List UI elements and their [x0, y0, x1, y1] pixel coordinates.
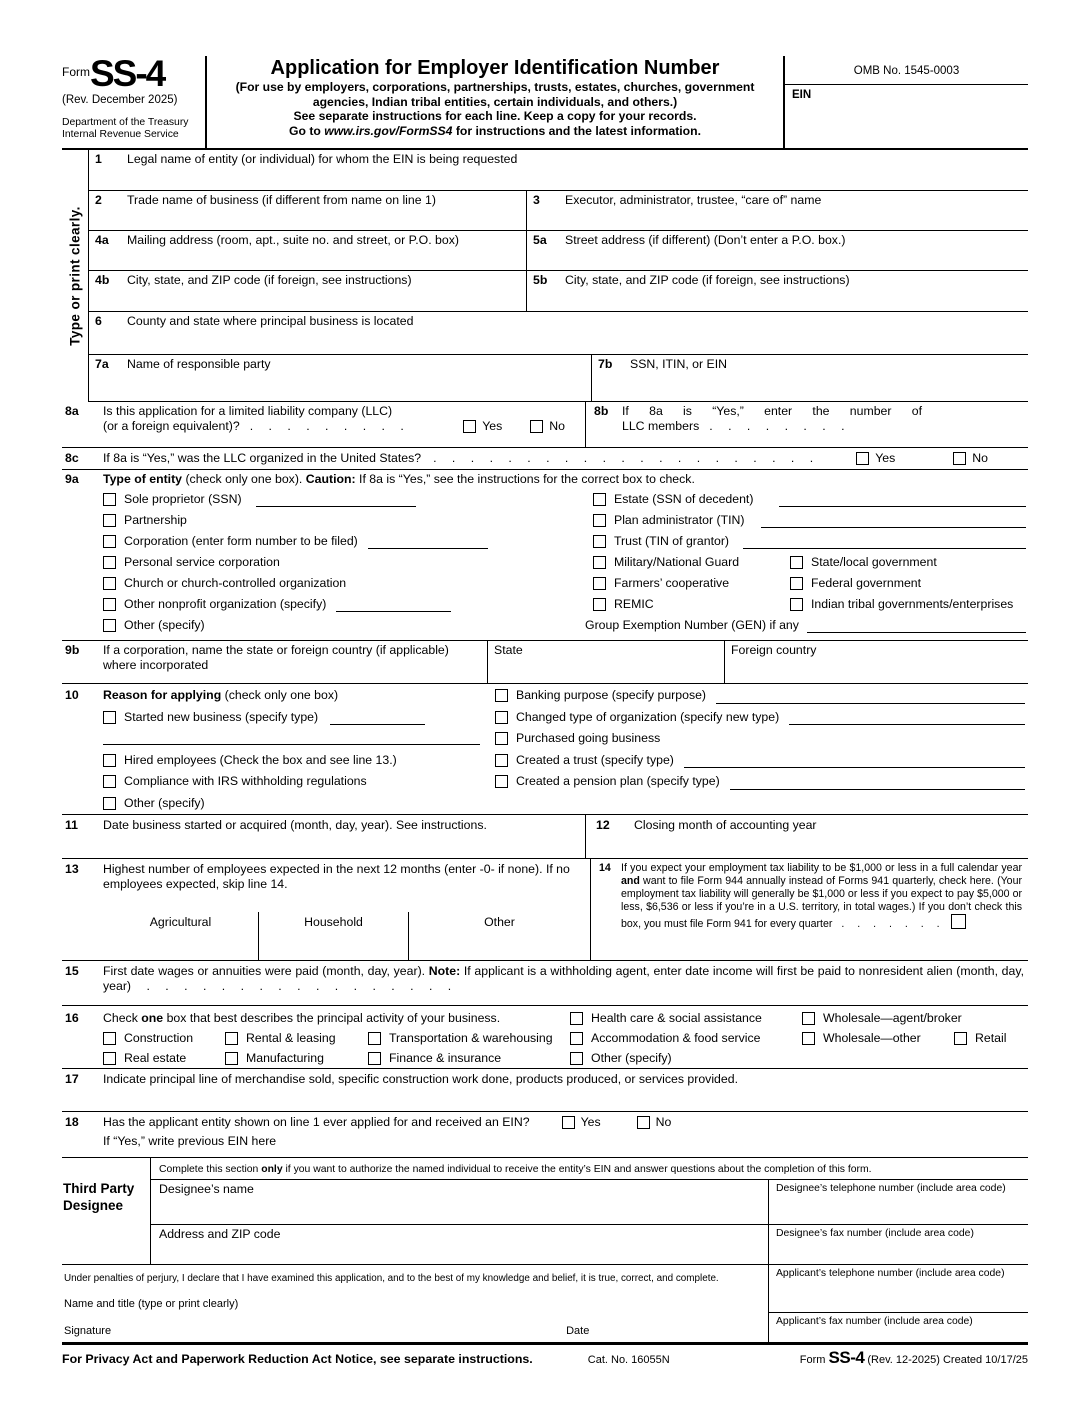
- line-2-label: Trade name of business (if different from name on line 1): [127, 193, 436, 207]
- form-word: Form: [62, 65, 90, 79]
- line-14-number: 14: [599, 862, 611, 874]
- household-entry[interactable]: [258, 912, 408, 960]
- construction-label: Construction: [124, 1030, 194, 1045]
- page-title: Application for Employer Identification Number: [270, 57, 720, 79]
- checkbox-18-yes[interactable]: [562, 1116, 575, 1129]
- state-label: State: [494, 643, 523, 657]
- caution-rest: If 8a is “Yes,” see the instructions for the correct box to check.: [355, 472, 695, 486]
- footer-form-number: SS-4: [828, 1348, 865, 1367]
- checkbox-rental-leasing[interactable]: [225, 1032, 238, 1045]
- finance-insurance-label: Finance & insurance: [389, 1050, 502, 1065]
- line-5b-label: City, state, and ZIP code (if foreign, see instructions): [565, 273, 850, 287]
- trust-label: Trust (TIN of grantor): [614, 534, 730, 548]
- military-national-guard-label: Military/National Guard: [614, 555, 740, 569]
- other-entity-label: Other (specify): [124, 618, 205, 632]
- checkbox-wholesale-other[interactable]: [802, 1032, 815, 1045]
- line-11-number: 11: [65, 818, 78, 832]
- line-8a-label2: (or a foreign equivalent)?: [103, 419, 240, 433]
- remic-label: REMIC: [614, 597, 654, 611]
- line-4b-number: 4b: [95, 273, 110, 287]
- checkbox-compliance-irs[interactable]: [103, 775, 116, 788]
- line-13-cell: [62, 859, 590, 960]
- checkbox-transportation-warehousing[interactable]: [368, 1032, 381, 1045]
- checkbox-military-national-guard[interactable]: [593, 556, 606, 569]
- signature-label: Signature: [64, 1325, 112, 1337]
- line-15-number: 15: [65, 964, 79, 978]
- fill-line-banking-purpose[interactable]: [716, 691, 1025, 704]
- applicant-fax-entry[interactable]: [769, 1313, 1028, 1342]
- line-5b-entry[interactable]: [526, 271, 1028, 311]
- other-activity-label: Other (specify): [591, 1050, 672, 1065]
- fill-line-sole-proprietor-ssn[interactable]: [256, 494, 416, 507]
- line-1-label: Legal name of entity (or individual) for whom the EIN is being requested: [127, 152, 518, 166]
- date-entry[interactable]: [566, 1324, 589, 1339]
- transportation-warehousing-label: Transportation & warehousing: [389, 1030, 553, 1045]
- leader-dots: . . . . . . . . .: [249, 419, 410, 433]
- line-4b-entry[interactable]: [89, 271, 526, 311]
- designee-name-label: Designee’s name: [159, 1182, 254, 1196]
- privacy-act-notice: For Privacy Act and Paperwork Reduction Act Notice, see separate instructions.: [62, 1352, 533, 1366]
- line-8a-yes-label: Yes: [482, 419, 503, 433]
- upper-section: [62, 150, 1028, 402]
- line-4b-label: City, state, and ZIP code (if foreign, see instructions): [127, 273, 412, 287]
- fill-line-plan-administrator-tin[interactable]: [761, 515, 1026, 528]
- checkbox-purchased-going-business[interactable]: [495, 732, 508, 745]
- checkbox-estate[interactable]: [593, 493, 606, 506]
- checkbox-18-no[interactable]: [637, 1116, 650, 1129]
- line-11-label: Date business started or acquired (month, day, year). See instructions.: [103, 818, 487, 832]
- line-15-t1: First date wages or annuities were paid (month, day, year).: [103, 964, 429, 978]
- other-employees-label: Other: [484, 915, 515, 929]
- line-2-number: 2: [95, 193, 102, 207]
- line-11-12-row: [62, 815, 1028, 859]
- line-8a-8b-row: [62, 402, 1028, 448]
- signature-section: [62, 1265, 1028, 1345]
- retail-label: Retail: [975, 1030, 1007, 1045]
- line-7a-7b-row: [89, 355, 1028, 402]
- designee-fax-label: Designee’s fax number (include area code): [776, 1228, 974, 1239]
- checkbox-8a-yes[interactable]: [463, 420, 476, 433]
- line-5b-number: 5b: [533, 273, 548, 287]
- form-revision: (Rev. December 2025): [62, 94, 178, 106]
- line-8c-yes-label: Yes: [875, 451, 896, 465]
- line-14-t2: want to file Form 944 annually instead of Forms 941 quarterly, check here. (Your employment tax liability will generally be $1,000 or less if you expect to pay $5,000 or less, $6,536 or less if you’re in a U.S. territory, in total wages.) If you don’t check this box, you must file Form 941 for every quarter: [621, 875, 1022, 931]
- line-16-one-bold: one: [141, 1010, 164, 1025]
- type-or-print-label: Type or print clearly.: [67, 206, 83, 346]
- omb-ein-block: [785, 56, 1028, 148]
- line-9a-heading: [103, 472, 695, 487]
- sole-proprietor-label: Sole proprietor (SSN): [124, 492, 242, 506]
- line-8c-row: [62, 448, 1028, 470]
- line-6-entry[interactable]: [89, 312, 1028, 354]
- line-15-row: [62, 961, 1028, 1006]
- health-care-label: Health care & social assistance: [591, 1010, 762, 1025]
- line-17-row[interactable]: [62, 1069, 1028, 1112]
- employee-columns: [103, 912, 590, 960]
- line-16-number: 16: [65, 1010, 79, 1025]
- checkbox-plan-administrator[interactable]: [593, 514, 606, 527]
- date-label: Date: [566, 1325, 590, 1337]
- hired-employees-label: Hired employees (Check the box and see line 13.): [124, 752, 397, 767]
- line-12-number: 12: [596, 818, 610, 832]
- checkbox-corporation[interactable]: [103, 535, 116, 548]
- reason-bold: Reason for applying: [103, 688, 222, 703]
- third-party-designee-heading: Third Party Designee: [63, 1181, 135, 1213]
- partnership-label: Partnership: [124, 513, 187, 527]
- compliance-irs-label: Compliance with IRS withholding regulations: [124, 774, 367, 789]
- line-7a-label: Name of responsible party: [127, 357, 271, 371]
- applicant-phone-entry[interactable]: [769, 1265, 1028, 1313]
- line-3-entry[interactable]: [526, 191, 1028, 230]
- line-8a-cell: [62, 402, 585, 447]
- checkbox-8a-no[interactable]: [530, 420, 543, 433]
- line-8a-number: 8a: [65, 404, 79, 418]
- goto-text-rest: for instructions and the latest information.: [452, 123, 701, 138]
- leader-dots: . . . . . . . . . . . . . . . . .: [146, 979, 458, 993]
- catalog-number: Cat. No. 16055N: [587, 1354, 670, 1366]
- plan-administrator-label: Plan administrator (TIN): [614, 513, 745, 527]
- household-label: Household: [304, 915, 363, 929]
- line-9b-label: If a corporation, name the state or foreign country (if applicable) where incorporated: [103, 643, 449, 672]
- form-header: [62, 53, 1028, 150]
- applicant-phone-label: Applicant’s telephone number (include area code): [776, 1268, 1005, 1279]
- checkbox-banking-purpose[interactable]: [495, 689, 508, 702]
- checkbox-indian-tribal[interactable]: [790, 598, 803, 611]
- footer-form-word: Form: [799, 1354, 826, 1366]
- fill-line-other-nonprofit[interactable]: [336, 599, 451, 612]
- checkbox-federal-government[interactable]: [790, 577, 803, 590]
- type-or-print-note: [62, 150, 88, 402]
- checkbox-trust[interactable]: [593, 535, 606, 548]
- checkbox-other-reason[interactable]: [103, 797, 116, 810]
- leader-dots: . . . . . . .: [841, 918, 945, 931]
- line-9a-number: 9a: [65, 472, 79, 486]
- fill-line-corporation-form[interactable]: [368, 536, 488, 549]
- name-title-entry[interactable]: [64, 1297, 760, 1312]
- fill-line-changed-type[interactable]: [789, 712, 1025, 725]
- checkbox-farmers-cooperative[interactable]: [593, 577, 606, 590]
- line-8a-label: Is this application for a limited liability company (LLC): [103, 404, 393, 418]
- checkbox-health-care[interactable]: [570, 1012, 583, 1025]
- checkbox-created-pension-plan[interactable]: [495, 775, 508, 788]
- leader-dots: . . . . . . . .: [709, 419, 851, 433]
- line-7b-number: 7b: [598, 357, 613, 371]
- designee-phone-entry[interactable]: [768, 1180, 1028, 1224]
- checkbox-church[interactable]: [103, 577, 116, 590]
- line-7a-entry[interactable]: [89, 355, 591, 401]
- line-8b-number: 8b: [594, 404, 609, 418]
- purchased-going-business-label: Purchased going business: [516, 731, 661, 746]
- changed-type-label: Changed type of organization (specify new type): [516, 709, 780, 724]
- previous-ein-entry[interactable]: [62, 1134, 1028, 1149]
- ein-label: EIN: [792, 89, 812, 101]
- checkbox-real-estate[interactable]: [103, 1052, 116, 1065]
- line-9b-number: 9b: [65, 643, 80, 657]
- line-8b-label: If 8a is “Yes,” enter the number of: [622, 404, 922, 418]
- irs-url: www.irs.gov/FormSS4: [324, 123, 453, 138]
- federal-government-label: Federal government: [811, 576, 922, 590]
- form-id-block: [62, 53, 205, 148]
- line-6-label: County and state where principal business is located: [127, 314, 414, 328]
- checkbox-8c-no[interactable]: [953, 452, 966, 465]
- line-7b-label: SSN, ITIN, or EIN: [630, 357, 728, 371]
- checkbox-state-local-government[interactable]: [790, 556, 803, 569]
- line-11-entry[interactable]: [62, 815, 585, 858]
- wholesale-other-label: Wholesale—other: [823, 1030, 921, 1045]
- omb-number: OMB No. 1545-0003: [853, 65, 960, 77]
- checkbox-retail[interactable]: [954, 1032, 967, 1045]
- line-4b-5b-row: [89, 271, 1028, 312]
- designee-address-label: Address and ZIP code: [159, 1227, 281, 1241]
- wholesale-agent-broker-label: Wholesale—agent/broker: [823, 1010, 962, 1025]
- state-local-government-label: State/local government: [811, 555, 937, 569]
- created-pension-plan-label: Created a pension plan (specify type): [516, 774, 720, 789]
- line-2-entry[interactable]: [89, 191, 526, 230]
- fill-line-gen[interactable]: [807, 620, 1026, 633]
- type-of-entity-rest: (check only one box).: [182, 472, 306, 486]
- line-6-row: [89, 312, 1028, 355]
- line-14-bold-and: and: [621, 875, 640, 888]
- manufacturing-label: Manufacturing: [246, 1050, 324, 1065]
- line-4a-5a-row: [89, 231, 1028, 271]
- line-10-number: 10: [65, 688, 79, 703]
- line-16-heading: [103, 1011, 570, 1026]
- line-15-text: [103, 964, 1028, 1005]
- ein-entry-box[interactable]: [785, 84, 1028, 148]
- line-8c-no-label: No: [972, 451, 988, 465]
- line-8b-label2: LLC members: [622, 419, 700, 433]
- gen-label: Group Exemption Number (GEN) if any: [585, 618, 799, 632]
- line-16-post: box that best describes the principal activity of your business.: [163, 1010, 501, 1025]
- line-16-row: [62, 1006, 1028, 1069]
- line-18-row: [62, 1112, 1028, 1158]
- rental-leasing-label: Rental & leasing: [246, 1030, 336, 1045]
- line-13-label-2: If no employees expected, skip line 14.: [103, 862, 570, 891]
- signature-entry[interactable]: [64, 1324, 111, 1339]
- indian-tribal-label: Indian tribal governments/enterprises: [811, 597, 1014, 611]
- personal-service-corporation-label: Personal service corporation: [124, 555, 280, 569]
- line-3-label: Executor, administrator, trustee, “care of” name: [565, 193, 822, 207]
- checkbox-wholesale-agent-broker[interactable]: [802, 1012, 815, 1025]
- line-3-number: 3: [533, 193, 540, 207]
- title-block: [205, 56, 785, 148]
- previous-ein-label: If “Yes,” write previous EIN here: [103, 1134, 277, 1148]
- estate-label: Estate (SSN of decedent): [614, 492, 754, 506]
- line-15-t2: If applicant is a withholding agent, enter date income will first be paid to nonresident alien (month, day, year): [103, 964, 1025, 993]
- checkbox-started-new-business[interactable]: [103, 711, 116, 724]
- started-new-business-label: Started new business (specify type): [124, 709, 319, 724]
- designee-address-entry[interactable]: [151, 1225, 768, 1264]
- line-13-label: [103, 862, 590, 892]
- created-trust-label: Created a trust (specify type): [516, 752, 674, 767]
- subtitle-2: See separate instructions for each line. Keep a copy for your records.: [293, 109, 697, 124]
- name-title-label: Name and title (type or print clearly): [64, 1298, 239, 1310]
- real-estate-label: Real estate: [124, 1050, 187, 1065]
- line-4a-number: 4a: [95, 233, 109, 247]
- fill-line-started-type[interactable]: [330, 712, 425, 725]
- tp-instr-pre: Complete this section: [159, 1164, 262, 1175]
- line-7a-number: 7a: [95, 357, 109, 371]
- page-footer: [62, 1345, 1028, 1368]
- goto-text: Go to: [289, 123, 325, 138]
- fill-line-started-continuation[interactable]: [103, 732, 480, 745]
- subtitle-3: [215, 124, 775, 139]
- designee-fax-entry[interactable]: [768, 1225, 1028, 1264]
- line-5a-label: Street address (if different) (Don’t enter a P.O. box.): [565, 233, 846, 247]
- checkbox-manufacturing[interactable]: [225, 1052, 238, 1065]
- perjury-statement: Under penalties of perjury, I declare that I have examined this application, and to the best of my knowledge and belief, it is true, correct, and complete.: [64, 1273, 719, 1284]
- tp-instr-post: if you want to authorize the named individual to receive the entity’s EIN and answer questions about the completion of this form.: [282, 1164, 872, 1175]
- line-9b-foreign-entry[interactable]: [724, 641, 1028, 683]
- other-nonprofit-label: Other nonprofit organization (specify): [124, 597, 327, 611]
- checkbox-changed-type[interactable]: [495, 711, 508, 724]
- designee-phone-label: Designee’s telephone number (include area code): [776, 1183, 1006, 1194]
- line-10-row: [62, 684, 1028, 815]
- footer-form-id: [800, 1350, 1028, 1368]
- line-6-number: 6: [95, 314, 102, 328]
- checkbox-other-entity[interactable]: [103, 619, 116, 632]
- checkbox-hired-employees[interactable]: [103, 754, 116, 767]
- foreign-country-label: Foreign country: [731, 643, 817, 657]
- checkbox-other-nonprofit[interactable]: [103, 598, 116, 611]
- banking-purpose-label: Banking purpose (specify purpose): [516, 688, 707, 703]
- line-9b-cell: [62, 641, 487, 683]
- agricultural-entry[interactable]: [103, 912, 258, 960]
- line-4a-entry[interactable]: [89, 231, 526, 270]
- type-of-entity-label: Type of entity: [103, 472, 183, 486]
- line-13-number: 13: [65, 862, 79, 876]
- line-12-label: Closing month of accounting year: [634, 818, 817, 832]
- line-4a-label: Mailing address (room, apt., suite no. and street, or P.O. box): [127, 233, 459, 247]
- subtitle-1: (For use by employers, corporations, partnerships, trusts, estates, churches, government agencies, Indian tribal entities, certain individuals, and others.): [235, 80, 755, 109]
- tp-instr-only-bold: only: [261, 1164, 283, 1175]
- line-12-entry[interactable]: [585, 815, 1028, 858]
- caution-label: Caution:: [305, 472, 356, 486]
- line-18-no-label: No: [655, 1115, 672, 1129]
- dept-irs: Internal Revenue Service: [62, 129, 179, 140]
- fill-line-created-trust[interactable]: [684, 755, 1025, 768]
- checkbox-partnership[interactable]: [103, 514, 116, 527]
- dept-treasury: Department of the Treasury: [62, 117, 189, 128]
- line-13-label-1: Highest number of employees expected in the next 12 months (enter -0- if none).: [103, 862, 543, 876]
- church-label: Church or church-controlled organization: [124, 576, 347, 590]
- agricultural-label: Agricultural: [149, 915, 212, 929]
- applicant-fax-label: Applicant’s fax number (include area code): [776, 1316, 973, 1327]
- checkbox-finance-insurance[interactable]: [368, 1052, 381, 1065]
- checkbox-form-944[interactable]: [951, 914, 966, 929]
- corporation-label: Corporation (enter form number to be filed): [124, 534, 358, 548]
- fill-line-created-pension[interactable]: [730, 777, 1025, 790]
- line-15-note-bold: Note:: [428, 964, 461, 978]
- farmers-cooperative-label: Farmers’ cooperative: [614, 576, 730, 590]
- line-18-yes-label: Yes: [580, 1115, 601, 1129]
- designee-name-entry[interactable]: [151, 1180, 768, 1224]
- third-party-instruction: [151, 1158, 1028, 1180]
- line-8a-no-label: No: [549, 419, 565, 433]
- line-17-label: Indicate principal line of merchandise sold, specific construction work done, products produced, or services provided.: [103, 1072, 738, 1086]
- checkbox-accommodation-food[interactable]: [570, 1032, 583, 1045]
- line-8c-number: 8c: [65, 451, 79, 465]
- checkbox-sole-proprietor[interactable]: [103, 493, 116, 506]
- line-18-number: 18: [65, 1115, 79, 1129]
- reason-for-applying-heading: [103, 688, 338, 703]
- line-5a-entry[interactable]: [526, 231, 1028, 270]
- other-employees-entry[interactable]: [408, 912, 590, 960]
- footer-revision: (Rev. 12-2025) Created 10/17/25: [867, 1354, 1028, 1366]
- checkbox-other-activity[interactable]: [570, 1052, 583, 1065]
- reason-rest: (check only one box): [221, 688, 339, 703]
- checkbox-personal-service-corporation[interactable]: [103, 556, 116, 569]
- line-18-label: Has the applicant entity shown on line 1 ever applied for and received an EIN?: [103, 1115, 530, 1129]
- line-9b-state-entry[interactable]: [487, 641, 724, 683]
- line-8c-label: If 8a is “Yes,” was the LLC organized in the United States?: [103, 451, 422, 465]
- checkbox-8c-yes[interactable]: [856, 452, 869, 465]
- checkbox-remic[interactable]: [593, 598, 606, 611]
- other-reason-label: Other (specify): [124, 795, 205, 810]
- fill-line-trust-tin[interactable]: [743, 536, 1026, 549]
- line-9b-row: [62, 641, 1028, 684]
- line-5a-number: 5a: [533, 233, 547, 247]
- checkbox-created-trust[interactable]: [495, 754, 508, 767]
- line-8b-cell[interactable]: [585, 402, 1028, 447]
- checkbox-construction[interactable]: [103, 1032, 116, 1045]
- third-party-designee-section: [62, 1158, 1028, 1265]
- fill-line-estate-ssn[interactable]: [779, 494, 1026, 507]
- line-16-pre: Check: [103, 1010, 142, 1025]
- accommodation-food-label: Accommodation & food service: [591, 1030, 761, 1045]
- leader-dots: . . . . . . . . . . . . . . . . . . . . .: [433, 451, 820, 465]
- form-number: SS-4: [90, 53, 165, 94]
- line-17-number: 17: [65, 1072, 79, 1086]
- line-1-number: 1: [95, 152, 102, 166]
- line-14-cell: [590, 859, 1028, 960]
- line-14-text: [621, 862, 1022, 960]
- line-2-3-row: [89, 191, 1028, 231]
- line-14-t1: If you expect your employment tax liability to be $1,000 or less in a full calendar year: [621, 862, 1022, 874]
- line-1-entry[interactable]: [89, 150, 1028, 190]
- line-13-14-row: [62, 859, 1028, 961]
- line-9a-row: [62, 470, 1028, 641]
- line-7b-entry[interactable]: [591, 355, 1028, 401]
- line-1-row: [89, 150, 1028, 191]
